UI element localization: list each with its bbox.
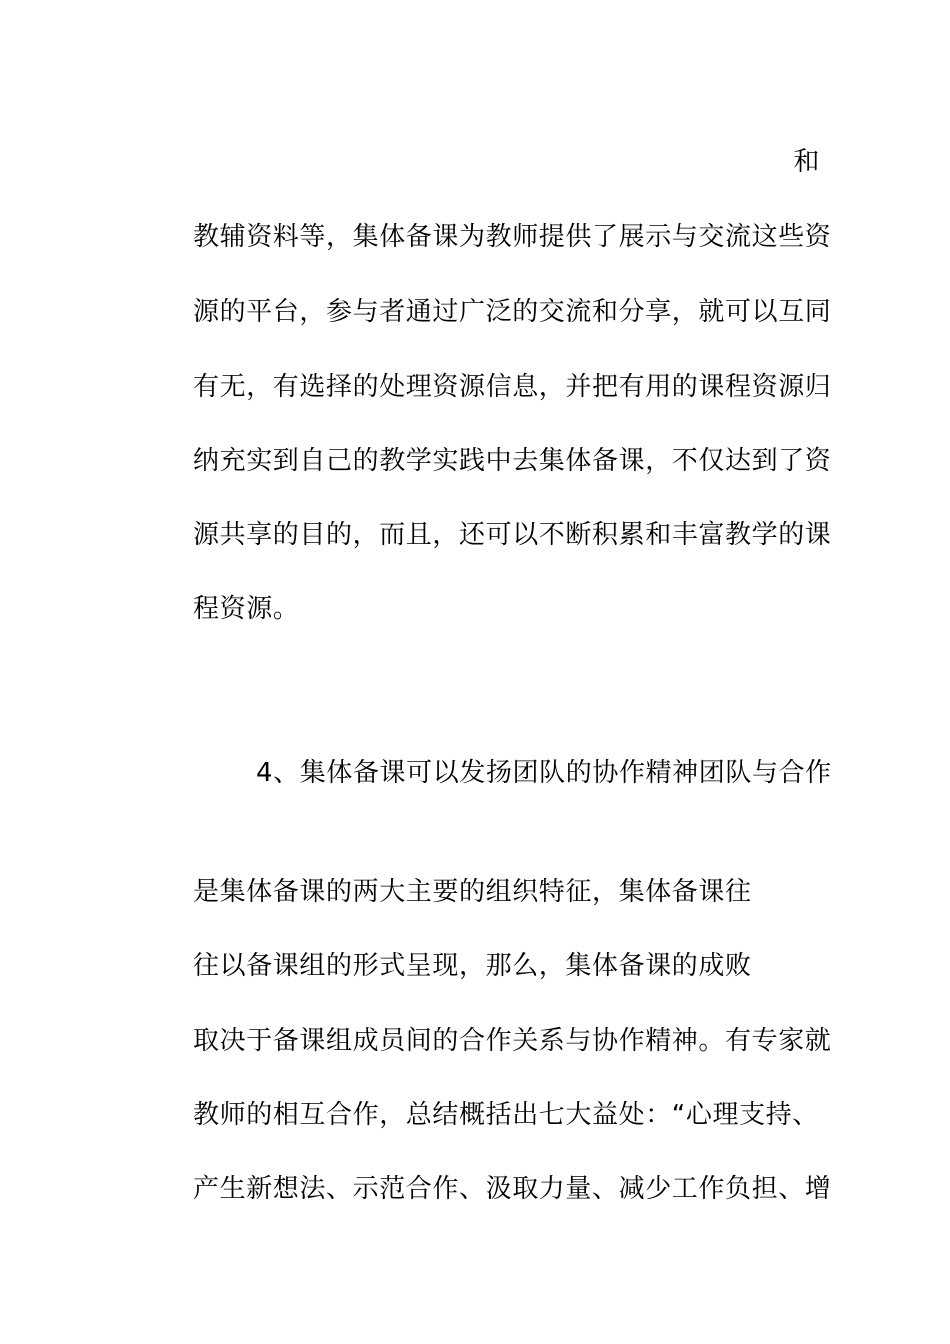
text-line-10: 取决于备课组成员间的合作关系与协作精神。有专家就 — [193, 1026, 832, 1056]
text-line-11: 教师的相互合作，总结概括出七大益处：“心理支持、 — [193, 1100, 819, 1130]
text-line-8: 是集体备课的两大主要的组织特征，集体备课往 — [193, 877, 752, 907]
text-line-6: 源共享的目的，而且，还可以不断积累和丰富教学的课 — [193, 520, 832, 550]
text-line-5: 纳充实到自己的教学实践中去集体备课，不仅达到了资 — [193, 446, 832, 476]
text-line-4: 有无，有选择的处理资源信息，并把有用的课程资源归 — [193, 372, 832, 402]
text-line-1: 和 — [793, 147, 820, 177]
text-line-12: 产生新想法、示范合作、汲取力量、减少工作负担、增 — [193, 1174, 832, 1204]
section-heading-4: 4、集体备课可以发扬团队的协作精神团队与合作 — [256, 758, 832, 788]
text-line-2: 教辅资料等，集体备课为教师提供了展示与交流这些资 — [193, 222, 832, 252]
text-line-7: 程资源。 — [193, 594, 300, 624]
text-line-3: 源的平台，参与者通过广泛的交流和分享，就可以互同 — [193, 297, 832, 327]
text-line-9: 往以备课组的形式呈现，那么，集体备课的成败 — [193, 951, 752, 981]
